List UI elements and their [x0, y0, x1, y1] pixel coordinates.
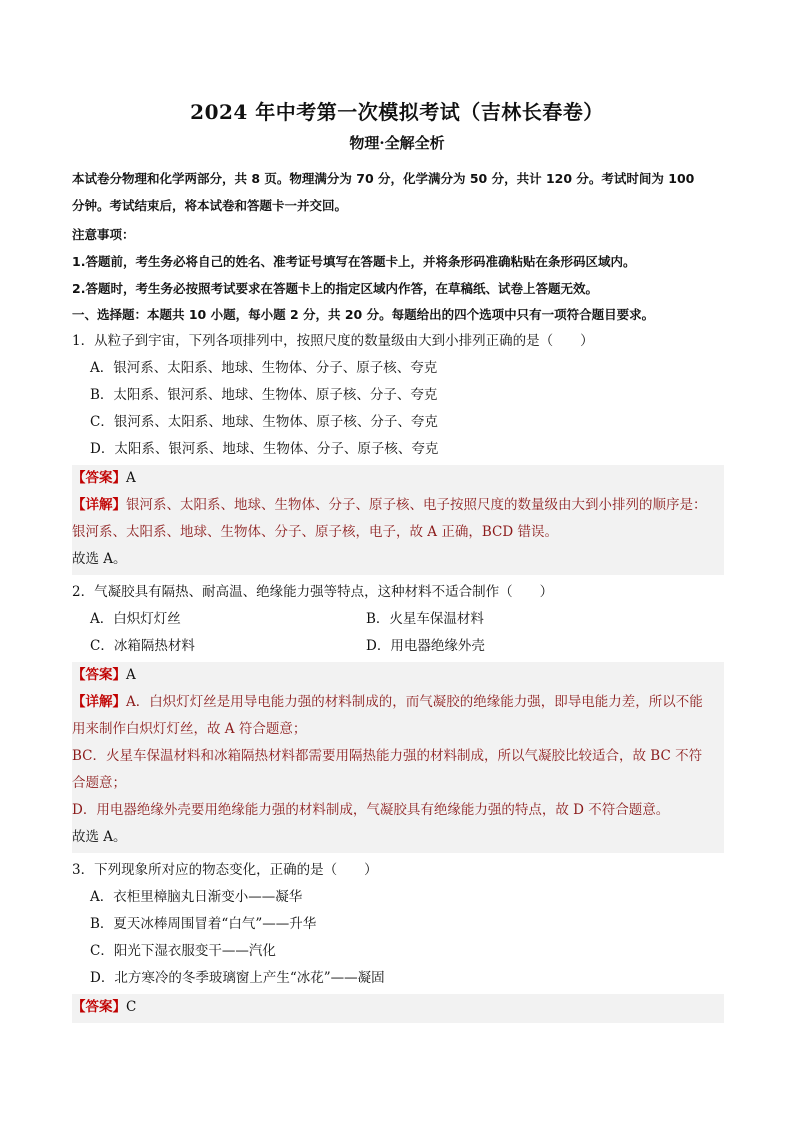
notes-heading: 注意事项：	[72, 227, 135, 242]
option-a: A．银河系、太阳系、地球、生物体、分子、原子核、夸克	[90, 360, 438, 376]
page-title: 2024 年中考第一次模拟考试（吉林长春卷）	[190, 100, 604, 124]
detail-tag: 【详解】	[72, 694, 126, 710]
detail-line: 合题意；	[72, 775, 126, 791]
question-3	[72, 857, 724, 1023]
question-stem: 1．从粒子到宇宙，下列各项排列中，按照尺度的数量级由大到小排列正确的是（ ）	[72, 333, 594, 349]
section-instruction: 一、选择题：本题共 10 小题，每小题 2 分，共 20 分。每题给出的四个选项中只有一项符合题目要求。	[72, 307, 655, 322]
answer-box	[72, 465, 724, 575]
option-c: C．银河系、太阳系、地球、生物体、原子核、分子、夸克	[90, 414, 438, 430]
detail-tag: 【详解】	[72, 497, 126, 513]
notes-item: 1.答题前，考生务必将自己的姓名、准考证号填写在答题卡上，并将条形码准确粘贴在条形码区域内。	[72, 254, 636, 269]
intro-paragraph	[72, 165, 724, 219]
detail-line: 用来制作白炽灯灯丝，故 A 符合题意；	[72, 721, 307, 737]
answer-box	[72, 662, 724, 853]
answer-tag: 【答案】	[72, 470, 126, 486]
question-2	[72, 579, 724, 853]
intro-line: 本试卷分物理和化学两部分，共 8 页。物理满分为 70 分，化学满分为 50 分，共计 120 分。考试时间为 100	[72, 171, 695, 186]
option-row	[72, 606, 724, 633]
question-stem: 3．下列现象所对应的物态变化，正确的是（ ）	[72, 862, 378, 878]
option-b: B．火星车保温材料	[366, 611, 484, 627]
option-d: D．太阳系、银河系、地球、生物体、分子、原子核、夸克	[90, 441, 439, 457]
option-b: B．夏天冰棒周围冒着“白气”——升华	[90, 916, 317, 932]
option-a: A．衣柜里樟脑丸日渐变小——凝华	[90, 889, 303, 905]
answer-box	[72, 994, 724, 1023]
page-subtitle: 物理·全解全析	[349, 134, 445, 152]
answer-tag: 【答案】	[72, 999, 126, 1015]
question-1	[72, 328, 724, 575]
option-d: D．北方寒冷的冬季玻璃窗上产生“冰花”——凝固	[90, 970, 385, 986]
option-c: C．阳光下湿衣服变干——汽化	[90, 943, 276, 959]
notes-item: 2.答题时，考生务必按照考试要求在答题卡上的指定区域内作答，在草稿纸、试卷上答题无效。	[72, 281, 598, 296]
question-stem: 2．气凝胶具有隔热、耐高温、绝缘能力强等特点，这种材料不适合制作（ ）	[72, 584, 554, 600]
detail-line: 银河系、太阳系、地球、生物体、分子、原子核，电子，故 A 正确，BCD 错误。	[72, 524, 558, 540]
detail-line	[72, 689, 724, 716]
detail-line: D．用电器绝缘外壳要用绝缘能力强的材料制成，气凝胶具有绝缘能力强的特点，故 D 不符合题意。	[72, 802, 670, 818]
detail-line	[72, 492, 724, 519]
answer-line	[72, 662, 724, 689]
detail-line: BC．火星车保温材料和冰箱隔热材料都需要用隔热能力强的材料制成，所以气凝胶比较适合，故 BC 不符	[72, 748, 703, 764]
option-b: B．太阳系、银河系、地球、生物体、原子核、分子、夸克	[90, 387, 438, 403]
detail-text: A．白炽灯灯丝是用导电能力强的材料制成的，而气凝胶的绝缘能力强，即导电能力差，所以不能	[126, 694, 703, 710]
option-row	[72, 633, 724, 660]
notes-section	[72, 221, 724, 302]
answer-line	[72, 465, 724, 492]
answer-tag: 【答案】	[72, 667, 126, 683]
option-d: D．用电器绝缘外壳	[366, 638, 485, 654]
option-c: C．冰箱隔热材料	[90, 638, 195, 654]
answer-value: A	[126, 470, 136, 486]
answer-value: A	[126, 667, 136, 683]
intro-line: 分钟。考试结束后，将本试卷和答题卡一并交回。	[72, 198, 348, 213]
answer-line	[72, 994, 724, 1021]
option-a: A．白炽灯灯丝	[90, 611, 181, 627]
final-answer: 故选 A。	[72, 551, 127, 567]
final-answer: 故选 A。	[72, 829, 127, 845]
detail-text: 银河系、太阳系、地球、生物体、分子、原子核、电子按照尺度的数量级由大到小排列的顺序是：	[126, 497, 707, 513]
answer-value: C	[126, 999, 137, 1015]
questions-section	[72, 302, 724, 1027]
